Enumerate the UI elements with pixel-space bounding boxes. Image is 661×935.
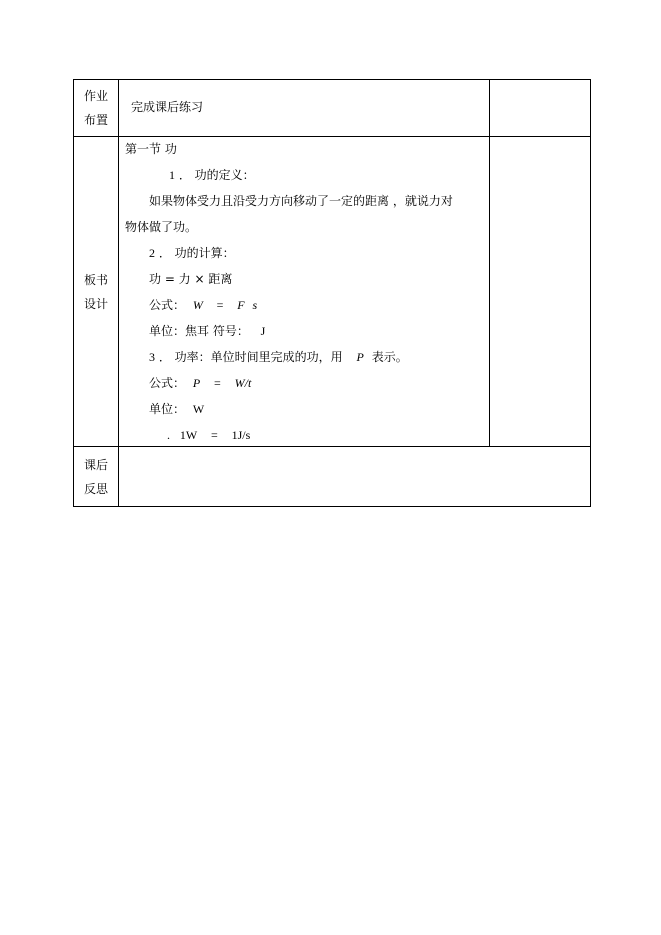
- board-content-cell: [119, 137, 490, 447]
- item1-title: 功的定义：: [194, 168, 255, 182]
- board-label-cell: [74, 137, 119, 447]
- item2-heading: [149, 246, 235, 260]
- work-formula-f: F: [237, 298, 245, 312]
- work-formula-w: W: [192, 298, 203, 312]
- homework-label-bottom: 布置: [83, 113, 108, 127]
- power-conversion-left: 1W: [179, 428, 198, 442]
- board-extra-cell: [490, 137, 591, 447]
- definition-line-2: [125, 220, 197, 234]
- homework-label-top: 作业: [83, 89, 108, 103]
- power-unit-label: 单位：: [149, 402, 186, 416]
- work-formula-equals: =: [216, 298, 224, 312]
- power-conversion: [167, 428, 250, 442]
- item3-tail: 表示。: [371, 350, 408, 364]
- homework-row: [74, 80, 591, 137]
- board-content: [119, 137, 489, 446]
- work-formula: [149, 298, 257, 312]
- reflection-row: [74, 447, 591, 507]
- work-equation: [149, 272, 232, 286]
- power-formula-p: P: [192, 376, 201, 390]
- definition-text-1: 如果物体受力且沿受力方向移动了一定的距离 ，就说力对: [149, 194, 453, 208]
- item2-title: 功的计算：: [174, 246, 235, 260]
- board-label-top: 板书: [83, 272, 108, 287]
- work-unit: [149, 324, 265, 338]
- definition-text-2: 物体做了功。: [125, 220, 198, 234]
- homework-label-cell: [74, 80, 119, 137]
- item2-dot: ．: [158, 246, 171, 260]
- power-conversion-dot: .: [167, 428, 170, 442]
- homework-content: 完成课后练习: [131, 99, 204, 114]
- definition-line-1: [149, 194, 453, 208]
- power-conversion-right: 1J/s: [231, 428, 251, 442]
- reflection-label-cell: [74, 447, 119, 507]
- reflection-label-top: 课后: [83, 457, 108, 472]
- board-label-bottom: 设计: [83, 296, 108, 311]
- work-unit-symbol: J: [260, 324, 266, 338]
- homework-content-cell: [119, 80, 490, 137]
- work-equation-text: 功 = 力 × 距离: [149, 272, 233, 286]
- power-formula-label: 公式：: [149, 376, 186, 390]
- work-formula-s: s: [252, 298, 258, 312]
- section-title-text: 第一节 功: [125, 142, 177, 156]
- item3-number: 3: [149, 350, 155, 364]
- reflection-content-cell: [119, 447, 591, 507]
- board-design-row: [74, 137, 591, 447]
- lesson-plan-table: [73, 79, 591, 507]
- item3-dot: ．: [158, 350, 171, 364]
- power-formula-wt: W/t: [234, 376, 252, 390]
- work-unit-label: 单位：焦耳 符号：: [149, 324, 249, 338]
- item3-p: P: [356, 350, 364, 364]
- power-conversion-equals: =: [210, 428, 218, 442]
- item1-number: 1: [169, 168, 175, 182]
- power-formula-equals: =: [214, 376, 221, 390]
- item3-heading: [149, 350, 408, 364]
- item1-dot: ．: [178, 168, 191, 182]
- item2-number: 2: [149, 246, 155, 260]
- item3-text: 功率：单位时间里完成的功，用: [174, 350, 343, 364]
- section-title: [125, 142, 177, 156]
- power-unit-symbol: W: [192, 402, 205, 416]
- homework-extra-cell: [490, 80, 591, 137]
- item1-heading: [169, 168, 255, 182]
- power-formula: [149, 376, 251, 390]
- power-unit: [149, 402, 204, 416]
- work-formula-label: 公式：: [149, 298, 186, 312]
- reflection-label-bottom: 反思: [83, 481, 108, 496]
